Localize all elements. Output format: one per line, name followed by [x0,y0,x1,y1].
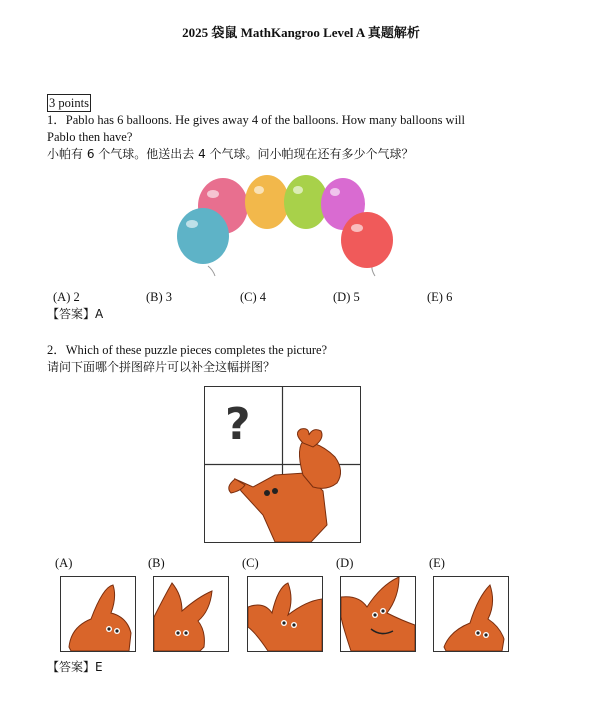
q1-option-b: (B) 3 [146,290,173,304]
q1-option-d: (D) 5 [333,290,360,304]
q1-answer [47,306,103,323]
page-title: 2025 袋鼠 MathKangroo Level A 真题解析 [182,25,420,40]
puzzle-piece-b [153,576,229,652]
q2-option-c-label: (C) [242,556,259,570]
q1-text-chinese: 小帕有 6 个气球。他送出去 4 个气球。问小帕现在还有多少个气球？ [47,147,414,161]
missing-piece-question-mark: ? [225,399,251,450]
balloon-5 [177,208,229,264]
puzzle-piece-a [60,576,136,652]
q2-text-chinese: 请问下面哪个拼图碎片可以补全这幅拼图？ [47,360,276,374]
puzzle-piece-e [433,576,509,652]
q1-option-e: (E) 6 [427,290,453,304]
q1-option-c: (C) 4 [240,290,267,304]
q2-answer-value: E [95,660,103,674]
q2-answer-label: 【答案】 [47,660,96,674]
q1-option-a: (A) 2 [53,290,80,304]
q1-answer-value: A [95,307,104,321]
puzzle-piece-c [247,576,323,652]
balloons-image [165,168,405,278]
balloon-strings [208,263,375,276]
puzzle-image [204,386,361,543]
points-label: 3 points [49,96,89,110]
q2-option-a-label: (A) [55,556,73,570]
q1-text-line2: Pablo then have? [47,130,133,144]
q2-answer [47,659,103,676]
q1-text-line1: 1．Pablo has 6 balloons. He gives away 4 of the balloons. How many balloons will [47,113,465,127]
q1-answer-label: 【答案】 [47,307,96,321]
balloon-6 [341,212,393,268]
q2-option-b-label: (B) [148,556,165,570]
q2-option-d-label: (D) [336,556,354,570]
q2-option-e-label: (E) [429,556,445,570]
puzzle-piece-d [340,576,416,652]
balloon-2 [245,175,289,229]
q2-text: 2．Which of these puzzle pieces completes the picture? [47,343,328,357]
